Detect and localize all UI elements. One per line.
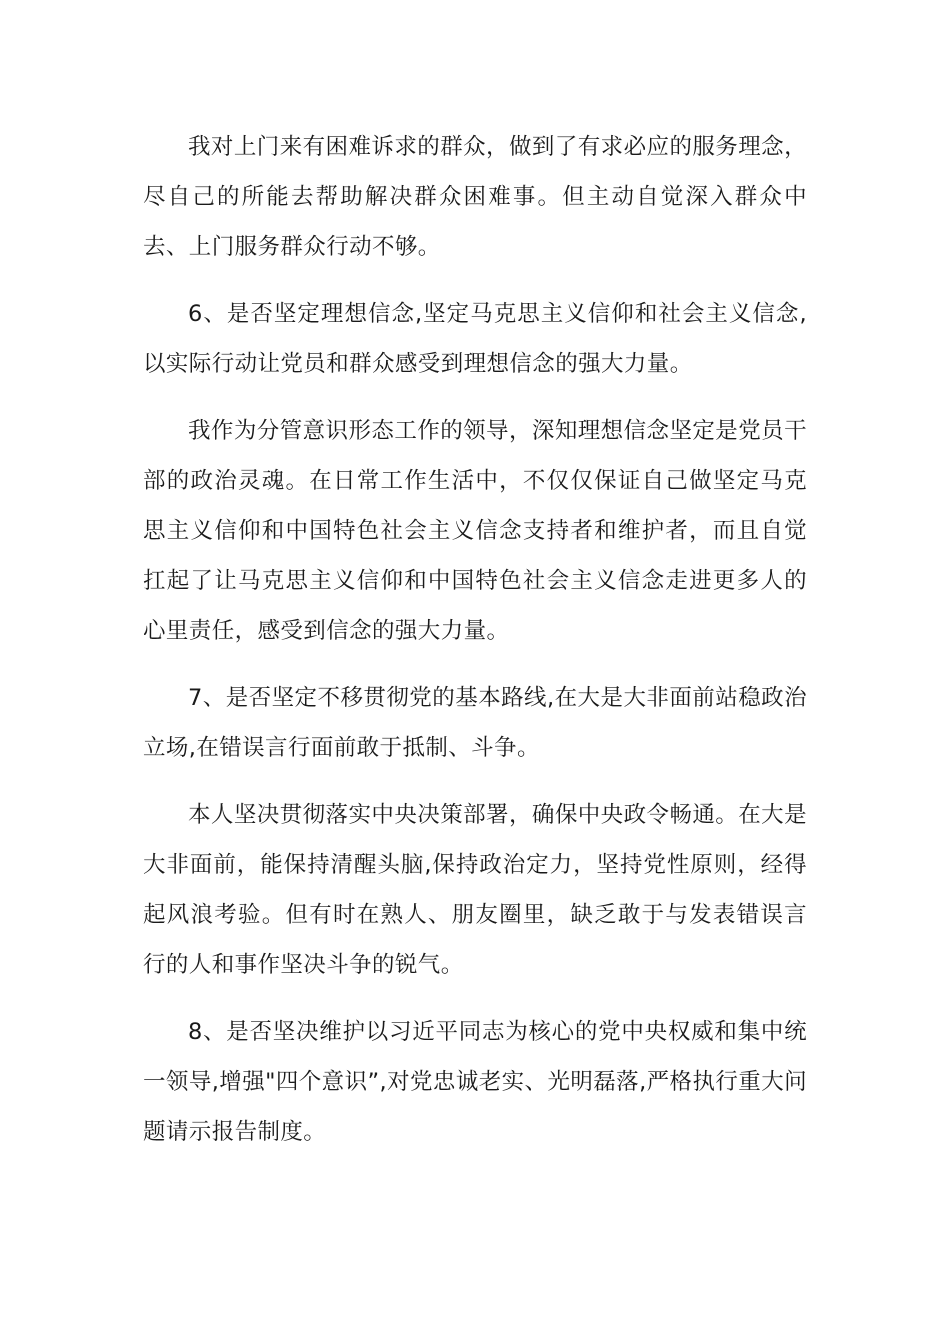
paragraph-service-to-masses: 我对上门来有困难诉求的群众，做到了有求必应的服务理念，尽自己的所能去帮助解决群众困难事。但主动自觉深入群众中去、上门服务群众行动不够。 bbox=[143, 134, 807, 260]
question-6-ideals-and-beliefs: 6、是否坚定理想信念,坚定马克思主义信仰和社会主义信念,以实际行动让党员和群众感受到理想信念的强大力量。 bbox=[143, 301, 807, 377]
document-body bbox=[143, 122, 807, 1174]
paragraph-ideology-leadership: 我作为分管意识形态工作的领导，深知理想信念坚定是党员干部的政治灵魂。在日常工作生活中，不仅仅保证自己做坚定马克思主义信仰和中国特色社会主义信念支持者和维护者，而且自觉扛起了让马克思主义信仰和中国特色社会主义信念走进更多人的心里责任，感受到信念的强大力量。 bbox=[143, 418, 807, 644]
question-8-party-authority: 8、是否坚决维护以习近平同志为核心的党中央权威和集中统一领导,增强"四个意识”,对党忠诚老实、光明磊落,严格执行重大问题请示报告制度。 bbox=[143, 1019, 807, 1145]
paragraph-central-decisions: 本人坚决贯彻落实中央决策部署，确保中央政令畅通。在大是大非面前，能保持清醒头脑,保持政治定力，坚持党性原则，经得起风浪考验。但有时在熟人、朋友圈里，缺乏敢于与发表错误言行的人和事作坚决斗争的锐气。 bbox=[143, 802, 807, 978]
question-7-party-line: 7、是否坚定不移贯彻党的基本路线,在大是大非面前站稳政治立场,在错误言行面前敢于抵制、斗争。 bbox=[143, 685, 807, 761]
